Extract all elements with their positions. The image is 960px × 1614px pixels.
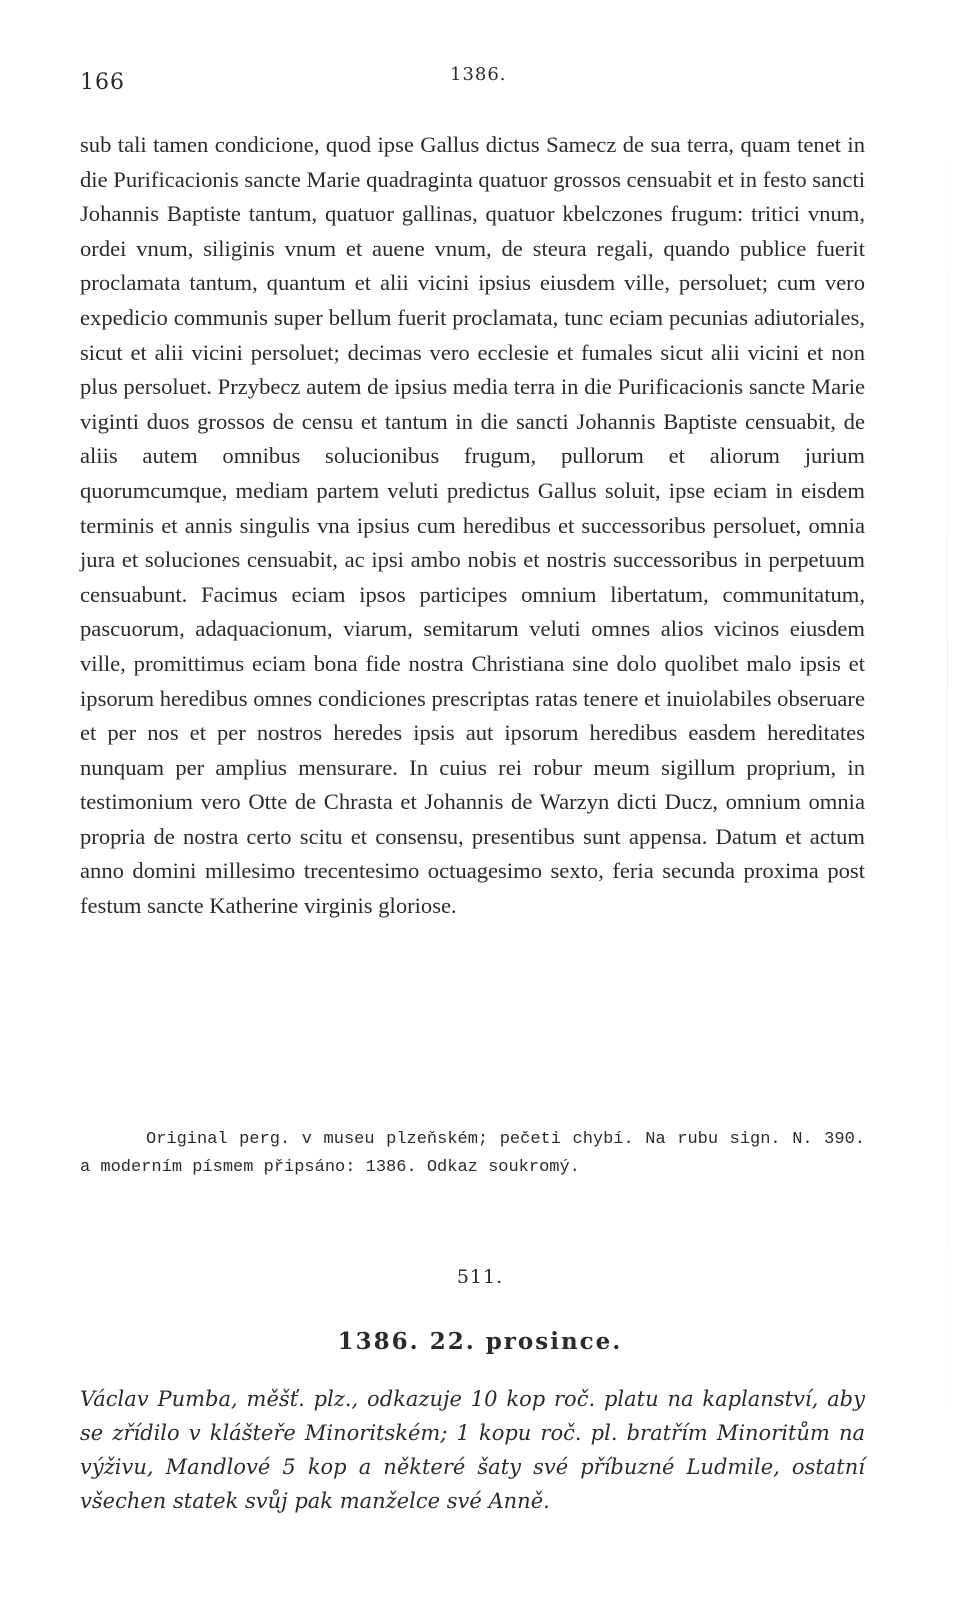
- document-number: 511.: [456, 1266, 504, 1288]
- document-abstract: Václav Pumba, měšť. plz., odkazuje 10 kop roč. platu na kaplanství, aby se zřídilo v klášteře Minoritském; 1 kopu roč. pl. bratřím Minoritům na výživu, Mandlové 5 kop a některé šaty své příbuzné Ludmile, ostatní všechen statek svůj pak manželce své Anně.: [80, 1387, 865, 1513]
- document-date-heading: 1386. 22. prosince.: [337, 1328, 623, 1355]
- source-note: Original perg. v museu plzeňském; pečeti chybí. Na rubu sign. N. 390. a moderním písmem připsáno: 1386. Odkaz soukromý.: [80, 1130, 865, 1177]
- charter-body-text: sub tali tamen condicione, quod ipse Gallus dictus Samecz de sua terra, quam tenet in die Purificacionis sancte Marie quadraginta quatuor grossos censuabit et in festo sancti Johannis Baptiste tantum, quatuor gallinas, quatuor kbelczones frugum: tritici vnum, ordei vnum, siliginis vnum et auene vnum, de steura regali, quando publice fuerit proclamata tantum, quantum et alii vicini ipsius eiusdem ville, persoluet; cum vero expedicio communis super bellum fuerit proclamata, tunc eciam pecunias adiutoriales, sicut et alii vicini persoluet; decimas vero ecclesie et fumales sicut alii vicini et non plus persoluet. Przybecz autem de ipsius media terra in die Purificacionis sancte Marie viginti duos grossos de censu et tantum in die sancti Johannis Baptiste censuabit, de aliis autem omnibus solucionibus frugum, pullorum et aliorum jurium quorumcumque, mediam partem veluti predictus Gallus soluit, ipse eciam in eisdem terminis et annis singulis vna ipsius cum heredibus et successoribus persoluet, omnia jura et soluciones censuabit, ac ipsi ambo nobis et nostris successoribus in perpetuum censuabunt. Facimus eciam ipsos participes omnium libertatum, communitatum, pascuorum, adaquacionum, viarum, semitarum veluti omnes alios vicinos eiusdem ville, promittimus eciam bona fide nostra Christiana sine dolo quolibet malo ipsis et ipsorum heredibus omnes condiciones prescriptas ratas tenere et inuiolabiles obseruare et per nos et per nostros heredes ipsis aut ipsorum heredibus easdem hereditates nunquam per amplius mensurare. In cuius rei robur meum sigillum proprium, in testimonium vero Otte de Chrasta et Johannis de Warzyn dicti Ducz, omnium omnia propria de nostra certo scitu et consensu, presentibus sunt appensa. Datum et actum anno domini millesimo trecentesimo octuagesimo sexto, feria secunda proxima post festum sancte Katherine virginis gloriose.: [80, 132, 865, 919]
- running-head-year: 1386.: [450, 64, 507, 85]
- scan-edge-shadow: [947, 100, 948, 1500]
- page-number: 166: [80, 70, 125, 95]
